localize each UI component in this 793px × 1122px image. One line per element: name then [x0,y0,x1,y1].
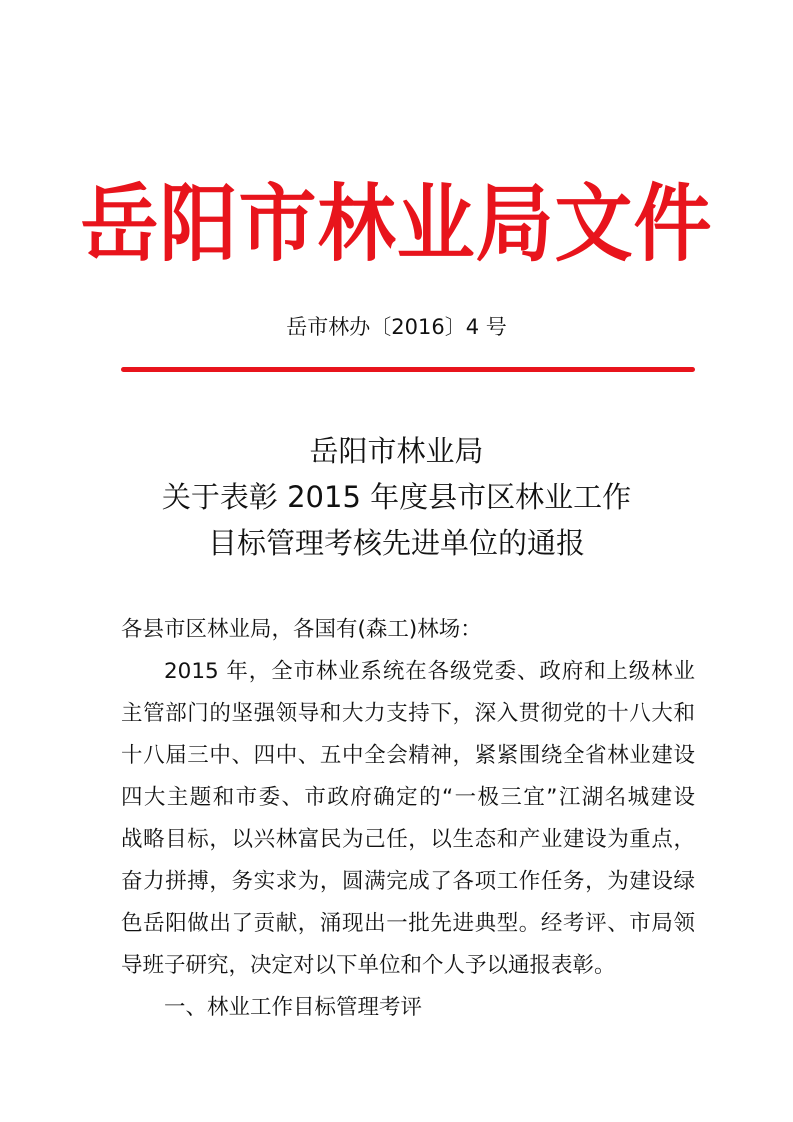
document-title [0,428,793,566]
document-masthead: 岳阳市林业局文件 [80,176,713,274]
paragraph-line: 十八届三中、四中、五中全会精神，紧紧围绕全省林业建设 [121,743,695,768]
paragraph-line: 奋力拼搏，务实求为，圆满完成了各项工作任务，为建设绿 [121,869,695,894]
salutation: 各县市区林业局，各国有(森工)林场： [121,617,482,642]
paragraph-line: 主管部门的坚强领导和大力支持下，深入贯彻党的十八大和 [121,701,695,726]
paragraph-line: 四大主题和市委、市政府确定的“一极三宜”江湖名城建设 [121,785,695,810]
section-heading: 一、林业工作目标管理考评 [164,995,423,1020]
document-body [121,609,695,1029]
paragraph-line: 色岳阳做出了贡献，涌现出一批先进典型。经考评、市局领 [121,911,695,936]
title-line-1: 岳阳市林业局 [309,434,484,468]
title-line-3: 目标管理考核先进单位的通报 [207,526,585,560]
paragraph-line: 2015 年，全市林业系统在各级党委、政府和上级林业 [164,659,695,684]
document-number: 岳市林办〔2016〕4 号 [286,315,507,339]
paragraph-line: 战略目标，以兴林富民为己任，以生态和产业建设为重点， [121,827,695,852]
title-line-2: 关于表彰 2015 年度县市区林业工作 [161,480,632,514]
paragraph-line: 导班子研究，决定对以下单位和个人予以通报表彰。 [121,953,616,978]
red-divider-line [121,367,695,372]
